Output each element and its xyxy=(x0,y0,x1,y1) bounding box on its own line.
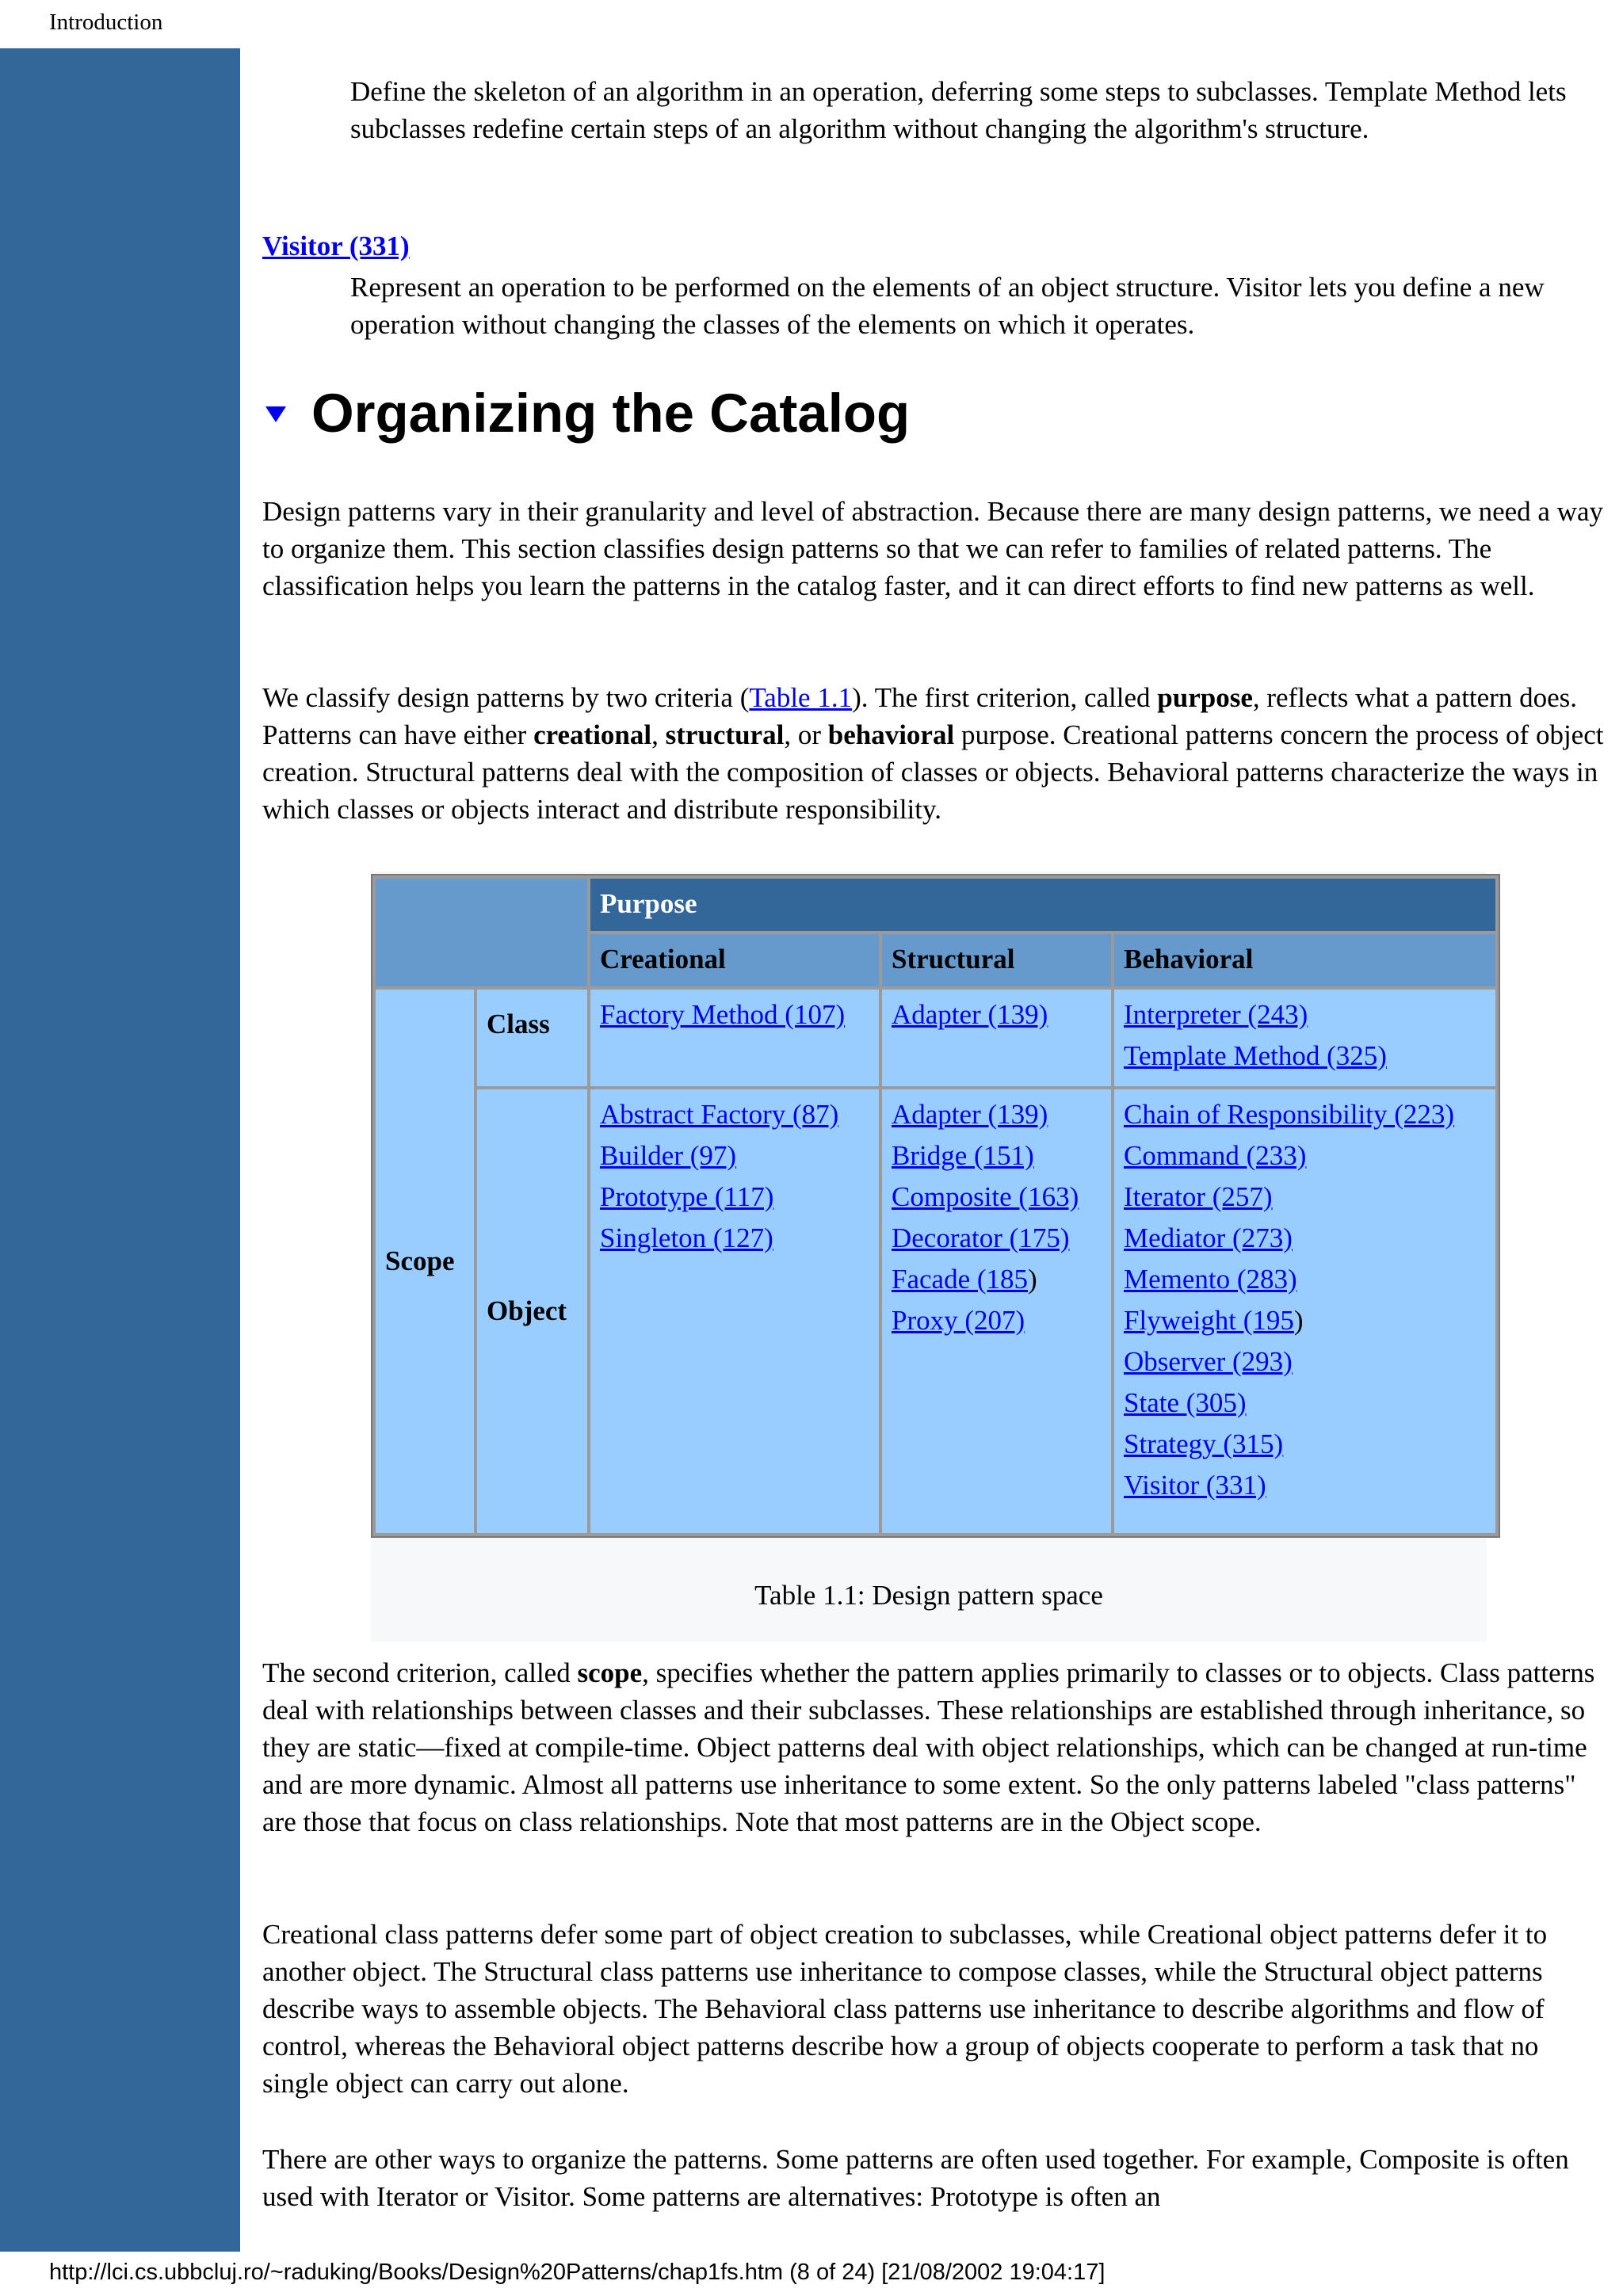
pattern-link[interactable]: Memento (283) xyxy=(1124,1264,1297,1295)
class-structural-cell xyxy=(882,990,1111,1086)
pattern-link[interactable]: Builder (97) xyxy=(600,1140,737,1171)
pattern-link[interactable]: Strategy (315) xyxy=(1124,1428,1284,1459)
pattern-link[interactable]: Facade (185 xyxy=(892,1264,1029,1295)
class-creational-cell xyxy=(590,990,879,1086)
object-structural-cell xyxy=(882,1089,1111,1533)
pattern-link[interactable]: Composite (163) xyxy=(892,1181,1079,1212)
pattern-link[interactable]: Prototype (117) xyxy=(600,1181,774,1212)
visitor-pattern-link[interactable]: Visitor (331) xyxy=(262,231,410,261)
pattern-entry xyxy=(1124,1300,1486,1341)
pattern-entry xyxy=(1124,1035,1486,1077)
pattern-entry xyxy=(1124,1465,1486,1506)
design-pattern-space-table xyxy=(371,874,1500,1538)
structural-column-header: Structural xyxy=(882,934,1111,986)
left-sidebar-bar xyxy=(0,48,240,2252)
pattern-entry xyxy=(600,1218,869,1259)
pattern-entry xyxy=(892,1177,1102,1218)
paragraph-scope: The second criterion, called scope, specifies whether the pattern applies primarily to classes or to objects. Class patterns deal with relationships between classes and their subclasses. These relationships are established through inheritance, so they are static—fixed at compile-time. Object patterns deal with object relationships, which can be changed at run-time and are more dynamic. Almost all patterns use inheritance to some extent. So the only patterns labeled "class patterns" are those that focus on class relationships. Note that most patterns are in the Object scope. xyxy=(262,1657,1595,1837)
pattern-entry xyxy=(892,994,1102,1035)
pattern-link[interactable]: Visitor (331) xyxy=(1124,1470,1266,1501)
pattern-link[interactable]: Abstract Factory (87) xyxy=(600,1099,839,1130)
section-heading xyxy=(262,382,910,445)
pattern-entry xyxy=(600,1135,869,1177)
page-footer-url: http://lci.cs.ubbcluj.ro/~raduking/Books/Design%20Patterns/chap1fs.htm (8 of 24) [21/08/2002 19:04:17] xyxy=(49,2260,1106,2285)
pattern-link[interactable]: Adapter (139) xyxy=(892,1099,1048,1130)
paragraph-criteria: We classify design patterns by two criteria (Table 1.1). The first criterion, called purpose, reflects what a pattern does. Patterns can have either creational, structural, or behavioral purpose. Creational patterns concern the process of object creation. Structural patterns deal with the composition of classes or objects. Behavioral patterns characterize the ways in which classes or objects interact and distribute responsibility. xyxy=(262,682,1604,825)
table-caption: Table 1.1: Design pattern space xyxy=(754,1580,1103,1611)
pattern-entry xyxy=(1124,994,1486,1035)
purpose-header: Purpose xyxy=(590,879,1495,931)
pattern-link[interactable]: Interpreter (243) xyxy=(1124,999,1308,1030)
pattern-entry xyxy=(1124,1424,1486,1465)
pattern-link[interactable]: Factory Method (107) xyxy=(600,999,846,1030)
page-header-label: Introduction xyxy=(49,10,163,35)
triangle-down-icon[interactable] xyxy=(262,400,289,427)
pattern-link[interactable]: Observer (293) xyxy=(1124,1346,1293,1377)
scope-row-header: Scope xyxy=(376,990,474,1533)
pattern-entry xyxy=(600,1094,869,1135)
pattern-entry xyxy=(1124,1218,1486,1259)
creational-column-header: Creational xyxy=(590,934,879,986)
closing-paren: ) xyxy=(1028,1264,1037,1295)
pattern-entry xyxy=(892,1094,1102,1135)
pattern-link[interactable]: Mediator (273) xyxy=(1124,1222,1293,1253)
pattern-entry xyxy=(1124,1341,1486,1383)
object-behavioral-cell xyxy=(1114,1089,1495,1533)
pattern-link[interactable]: Bridge (151) xyxy=(892,1140,1034,1171)
closing-paren: ) xyxy=(1293,1305,1304,1336)
pattern-entry xyxy=(600,1177,869,1218)
paragraph-granularity: Design patterns vary in their granularity and level of abstraction. Because there are many design patterns, we need a way to organize them. This section classifies design patterns so that we can refer to families of related patterns. The classification helps you learn the patterns in the catalog faster, and it can direct efforts to find new patterns as well. xyxy=(262,496,1603,601)
pattern-link[interactable]: Proxy (207) xyxy=(892,1305,1025,1336)
object-row-header: Object xyxy=(477,1089,587,1533)
paragraph-class-object-patterns: Creational class patterns defer some part of object creation to subclasses, while Creational object patterns defer it to another object. The Structural class patterns use inheritance to compose classes, while the Structural object patterns describe ways to assemble objects. The Behavioral class patterns use inheritance to describe algorithms and flow of control, whereas the Behavioral object patterns describe how a group of objects cooperate to perform a task that no single object can carry out alone. xyxy=(262,1919,1548,2099)
class-behavioral-cell xyxy=(1114,990,1495,1086)
pattern-entry xyxy=(1124,1383,1486,1424)
pattern-entry xyxy=(892,1259,1102,1300)
pattern-link[interactable]: Decorator (175) xyxy=(892,1222,1070,1253)
object-creational-cell xyxy=(590,1089,879,1533)
template-method-description: Define the skeleton of an algorithm in an operation, deferring some steps to subclasses. Template Method lets subclasses redefine certain steps of an algorithm without changing the algorithm's structure. xyxy=(350,76,1567,144)
pattern-link[interactable]: Iterator (257) xyxy=(1124,1181,1273,1212)
pattern-entry xyxy=(892,1135,1102,1177)
pattern-link[interactable]: Command (233) xyxy=(1124,1140,1307,1171)
pattern-entry xyxy=(600,994,869,1035)
table-corner-cell xyxy=(376,879,587,986)
pattern-link[interactable]: Adapter (139) xyxy=(892,999,1048,1030)
behavioral-column-header: Behavioral xyxy=(1114,934,1495,986)
pattern-link[interactable]: Template Method (325) xyxy=(1124,1040,1387,1071)
pattern-entry xyxy=(1124,1135,1486,1177)
pattern-entry xyxy=(1124,1259,1486,1300)
pattern-link[interactable]: Singleton (127) xyxy=(600,1222,773,1253)
pattern-entry xyxy=(1124,1094,1486,1135)
pattern-link[interactable]: Flyweight (195 xyxy=(1124,1305,1294,1336)
section-title: Organizing the Catalog xyxy=(311,383,911,444)
paragraph-other-ways: There are other ways to organize the patterns. Some patterns are often used together. For example, Composite is often used with Iterator or Visitor. Some patterns are alternatives: Prototype is often an xyxy=(262,2144,1569,2212)
pattern-entry xyxy=(892,1300,1102,1341)
pattern-entry xyxy=(892,1218,1102,1259)
pattern-entry xyxy=(1124,1177,1486,1218)
pattern-link[interactable]: Chain of Responsibility (223) xyxy=(1124,1099,1455,1130)
visitor-description: Represent an operation to be performed on the elements of an object structure. Visitor lets you define a new operation without changing the classes of the elements on which it operates. xyxy=(350,272,1545,340)
class-row-header: Class xyxy=(477,990,587,1086)
table-1-1-link[interactable]: Table 1.1 xyxy=(749,682,853,713)
pattern-link[interactable]: State (305) xyxy=(1124,1387,1247,1418)
